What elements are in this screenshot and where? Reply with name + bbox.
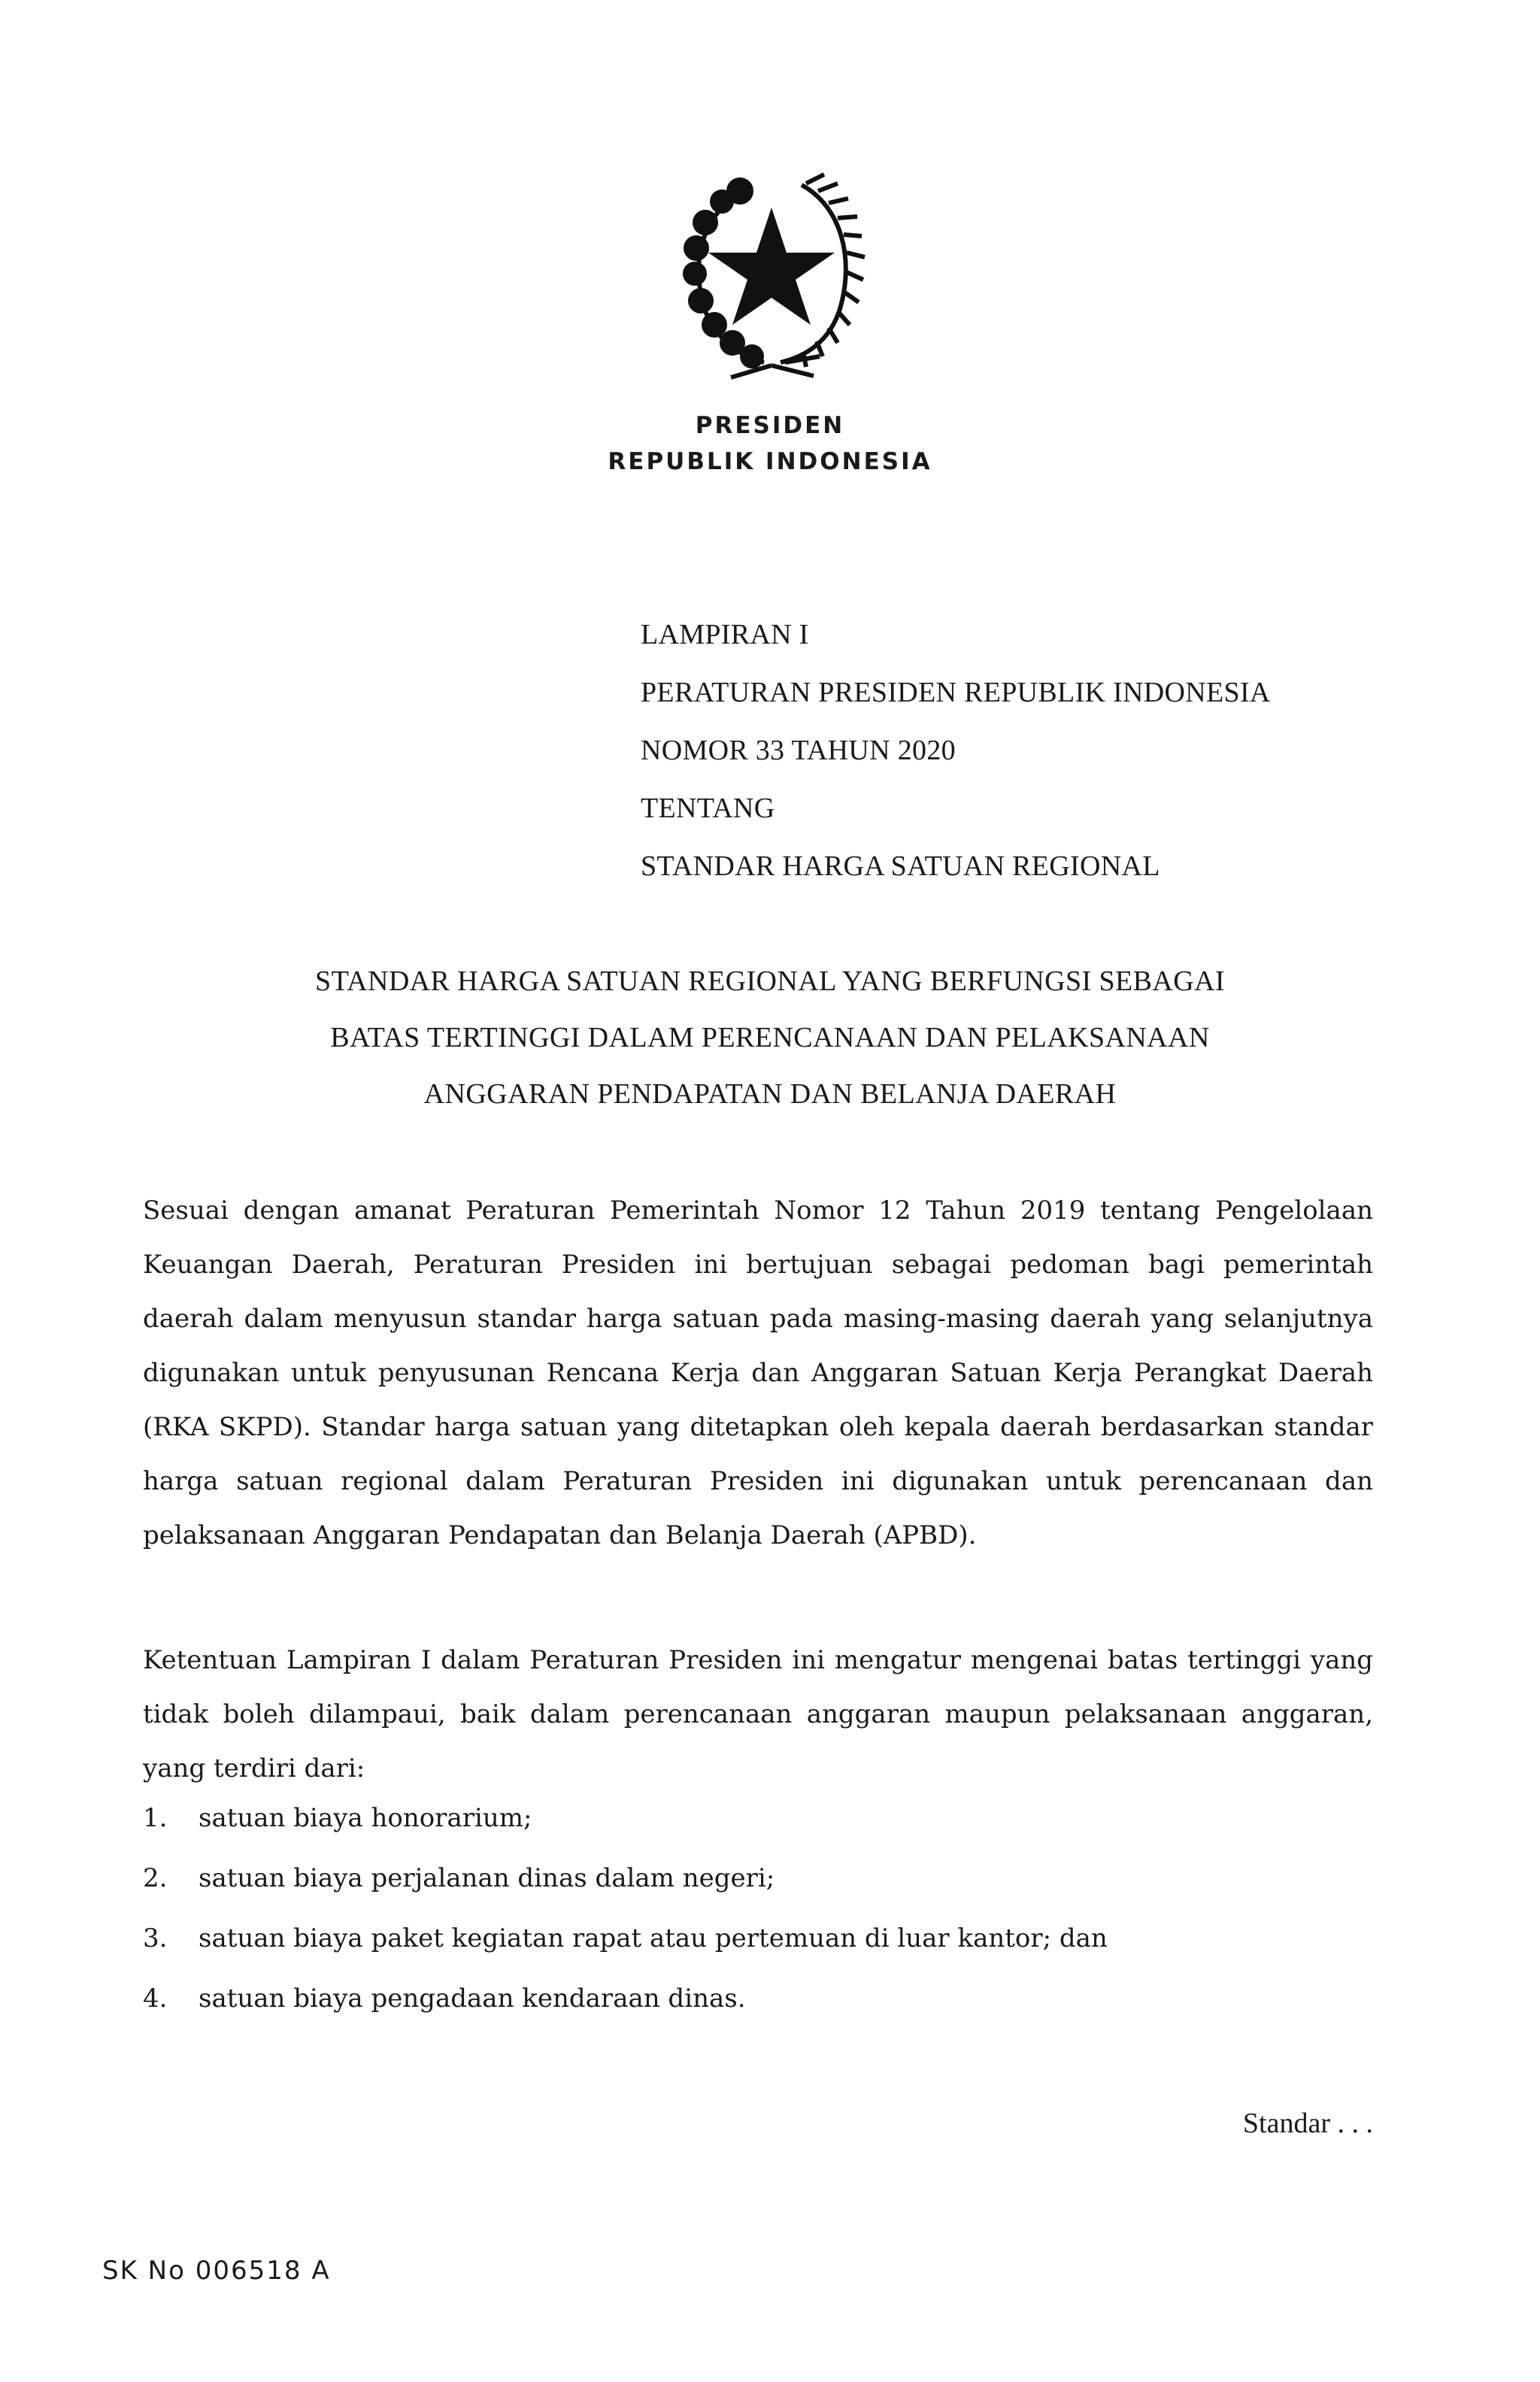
list-item-number: 2. [143, 1863, 168, 1893]
header-presiden: PRESIDEN [695, 412, 845, 439]
list-item [143, 1848, 1108, 1908]
numbered-list [143, 1788, 1108, 2029]
list-item-number: 4. [143, 1983, 168, 2014]
list-item-text: satuan biaya perjalanan dinas dalam negeri; [199, 1863, 775, 1893]
lampiran-line: LAMPIRAN I [641, 619, 809, 650]
list-item [143, 1968, 1108, 2029]
paragraph: Sesuai dengan amanat Peraturan Pemerintah Nomor 12 Tahun 2019 tentang Pengelolaan Keuangan Daerah, Peraturan Presiden ini bertujuan sebagai pedoman bagi pemerintah daerah dalam menyusun standar harga satuan pada masing-masing daerah yang selanjutnya digunakan untuk penyusunan Rencana Kerja dan Anggaran Satuan Kerja Perangkat Daerah (RKA SKPD). Standar harga satuan yang ditetapkan oleh kepala daerah berdasarkan standar harga satuan regional dalam Peraturan Presiden ini digunakan untuk perencanaan dan pelaksanaan Anggaran Pendapatan dan Belanja Daerah (APBD). [143, 1196, 1373, 1550]
header-republik-indonesia: REPUBLIK INDONESIA [608, 448, 932, 475]
paragraph: Ketentuan Lampiran I dalam Peraturan Presiden ini mengatur mengenai batas tertinggi yang tidak boleh dilampaui, baik dalam perencanaan anggaran maupun pelaksanaan anggaran, yang terdiri dari: [143, 1645, 1373, 1783]
title-line: STANDAR HARGA SATUAN REGIONAL YANG BERFUNGSI SEBAGAI [315, 965, 1225, 997]
list-item-text: satuan biaya pengadaan kendaraan dinas. [199, 1983, 746, 2014]
document-title [0, 953, 1540, 1123]
page-continuation: Standar . . . [1242, 2108, 1373, 2139]
list-item-number: 3. [143, 1923, 168, 1953]
list-item [143, 1908, 1108, 1968]
list-item-number: 1. [143, 1803, 168, 1833]
list-item [143, 1788, 1108, 1848]
lampiran-line: STANDAR HARGA SATUAN REGIONAL [641, 850, 1160, 882]
title-line: BATAS TERTINGGI DALAM PERENCANAAN DAN PELAKSANAAN [330, 1022, 1210, 1053]
sk-number: SK No 006518 A [102, 2256, 331, 2286]
list-item-text: satuan biaya honorarium; [199, 1803, 532, 1833]
emblem-star [708, 208, 835, 325]
lampiran-line: PERATURAN PRESIDEN REPUBLIK INDONESIA [641, 677, 1271, 708]
lampiran-block [641, 606, 1271, 896]
lampiran-line: TENTANG [641, 792, 775, 824]
lampiran-line: NOMOR 33 TAHUN 2020 [641, 735, 956, 766]
presidential-emblem-icon [659, 168, 884, 386]
title-line: ANGGARAN PENDAPATAN DAN BELANJA DAERAH [423, 1078, 1117, 1110]
list-item-text: satuan biaya paket kegiatan rapat atau pertemuan di luar kantor; dan [199, 1923, 1108, 1953]
